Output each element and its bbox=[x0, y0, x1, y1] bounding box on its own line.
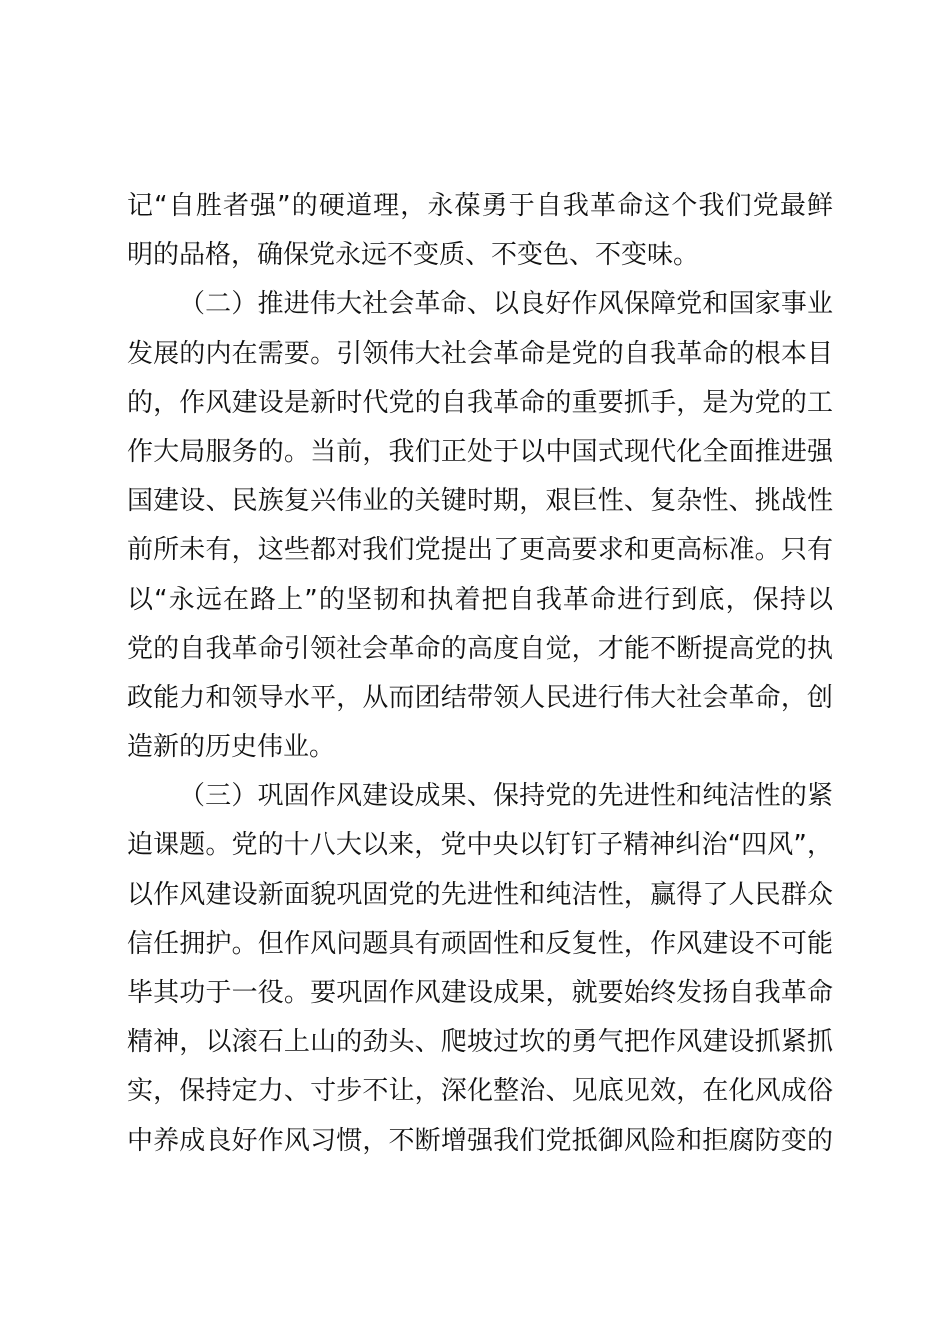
text-line: 的，作风建设是新时代党的自我革命的重要抓手，是为党的工 bbox=[127, 387, 833, 418]
text-line: 前所未有，这些都对我们党提出了更高要求和更高标准。只有 bbox=[127, 535, 833, 566]
text-line: 精神，以滚石上山的劲头、爬坡过坎的勇气把作风建设抓紧抓 bbox=[127, 1027, 833, 1058]
text-line: 毕其功于一役。要巩固作风建设成果，就要始终发扬自我革命 bbox=[127, 978, 833, 1008]
paragraph-continuation bbox=[127, 182, 833, 280]
text-line: 以“永远在路上”的坚韧和执着把自我革命进行到底，保持以 bbox=[127, 584, 833, 615]
paragraph-section-2 bbox=[127, 280, 833, 772]
text-line: 明的品格，确保党永远不变质、不变色、不变味。 bbox=[127, 240, 700, 271]
section-heading-line: （三）巩固作风建设成果、保持党的先进性和纯洁性的紧 bbox=[179, 781, 833, 812]
text-line: 作大局服务的。当前，我们正处于以中国式现代化全面推进强 bbox=[127, 436, 833, 467]
text-line: 信任拥护。但作风问题具有顽固性和反复性，作风建设不可能 bbox=[127, 928, 833, 959]
text-line: 党的自我革命引领社会革命的高度自觉，才能不断提高党的执 bbox=[127, 633, 833, 664]
text-line: 以作风建设新面貌巩固党的先进性和纯洁性，赢得了人民群众 bbox=[127, 879, 833, 910]
section-heading-line: （二）推进伟大社会革命、以良好作风保障党和国家事业 bbox=[179, 289, 833, 320]
text-line: 国建设、民族复兴伟业的关键时期，艰巨性、复杂性、挑战性 bbox=[127, 486, 833, 517]
text-line: 记“自胜者强”的硬道理，永葆勇于自我革命这个我们党最鲜 bbox=[127, 191, 833, 221]
text-line: 造新的历史伟业。 bbox=[127, 732, 336, 763]
paragraph-section-3 bbox=[127, 772, 833, 1166]
text-line: 实，保持定力、寸步不让，深化整治、见底见效，在化风成俗 bbox=[127, 1076, 833, 1107]
body-text bbox=[127, 182, 833, 1166]
text-line: 政能力和领导水平，从而团结带领人民进行伟大社会革命，创 bbox=[127, 682, 833, 713]
text-line: 迫课题。党的十八大以来，党中央以钉钉子精神纠治“四风”， bbox=[127, 830, 833, 861]
text-line: 中养成良好作风习惯，不断增强我们党抵御风险和拒腐防变的 bbox=[127, 1125, 833, 1156]
text-line: 发展的内在需要。引领伟大社会革命是党的自我革命的根本目 bbox=[127, 338, 833, 369]
